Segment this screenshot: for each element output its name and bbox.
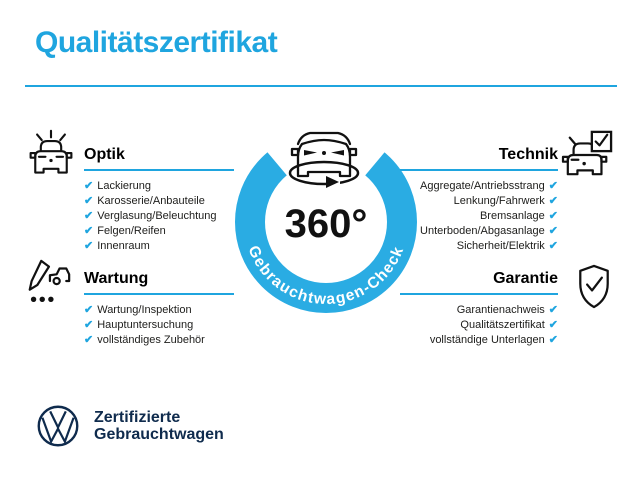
check-icon: ✔ bbox=[548, 180, 558, 192]
section-title-optik: Optik bbox=[84, 146, 125, 163]
check-item-label: Sicherheit/Elektrik bbox=[456, 240, 545, 252]
check-icon: ✔ bbox=[84, 334, 94, 346]
check-item-label: Aggregate/Antriebsstrang bbox=[420, 180, 545, 192]
check-icon: ✔ bbox=[84, 225, 94, 237]
section-title-wartung: Wartung bbox=[84, 270, 149, 287]
section-title-technik: Technik bbox=[498, 146, 558, 163]
ring-label: Gebrauchtwagen-Check bbox=[244, 243, 408, 309]
vw-logo bbox=[36, 404, 80, 448]
check-item bbox=[84, 318, 256, 333]
check-item-label: Bremsanlage bbox=[479, 210, 545, 222]
section-underline bbox=[84, 169, 234, 171]
section-optik bbox=[84, 146, 256, 254]
check-item bbox=[386, 303, 558, 318]
check-item bbox=[84, 209, 256, 224]
check-icon: ✔ bbox=[84, 210, 94, 222]
section-technik bbox=[386, 146, 558, 254]
section-items-wartung bbox=[84, 303, 256, 348]
check-item-label: Innenraum bbox=[97, 240, 150, 252]
page-title: Qualitätszertifikat bbox=[35, 26, 278, 59]
check-item-label: vollständiges Zubehör bbox=[97, 334, 205, 346]
check-item-label: Karosserie/Anbauteile bbox=[97, 195, 205, 207]
shield-check-icon bbox=[575, 263, 613, 310]
section-underline bbox=[400, 169, 558, 171]
check-item bbox=[386, 333, 558, 348]
check-icon: ✔ bbox=[548, 195, 558, 207]
brand-line2: Gebrauchtwagen bbox=[94, 426, 224, 443]
section-garantie bbox=[386, 270, 558, 348]
section-wartung bbox=[84, 270, 256, 348]
degree-label: 360° bbox=[284, 202, 368, 246]
check-item bbox=[84, 303, 256, 318]
service-checklist-icon bbox=[24, 257, 72, 307]
check-icon: ✔ bbox=[84, 240, 94, 252]
car-360-rotate-icon bbox=[274, 127, 376, 189]
check-item-label: Lenkung/Fahrwerk bbox=[453, 195, 545, 207]
section-underline bbox=[400, 293, 558, 295]
check-item-label: Garantienachweis bbox=[456, 304, 545, 316]
check-item bbox=[386, 318, 558, 333]
check-item bbox=[84, 194, 256, 209]
check-item bbox=[84, 224, 256, 239]
check-icon: ✔ bbox=[84, 195, 94, 207]
section-title-garantie: Garantie bbox=[493, 270, 558, 287]
check-icon: ✔ bbox=[84, 180, 94, 192]
check-icon: ✔ bbox=[548, 240, 558, 252]
check-item-label: Qualitätszertifikat bbox=[460, 319, 545, 331]
check-icon: ✔ bbox=[84, 319, 94, 331]
check-item-label: Hauptuntersuchung bbox=[97, 319, 194, 331]
shining-car-icon bbox=[27, 129, 75, 179]
section-underline bbox=[84, 293, 234, 295]
brand-text bbox=[94, 409, 224, 443]
check-item-label: Unterboden/Abgasanlage bbox=[420, 225, 545, 237]
check-icon: ✔ bbox=[548, 304, 558, 316]
car-checkbox-icon bbox=[561, 129, 615, 179]
check-icon: ✔ bbox=[548, 210, 558, 222]
section-items-garantie bbox=[386, 303, 558, 348]
section-items-optik bbox=[84, 179, 256, 254]
brand-footer bbox=[36, 404, 224, 448]
check-item-label: Wartung/Inspektion bbox=[97, 304, 192, 316]
check-icon: ✔ bbox=[548, 334, 558, 346]
check-item bbox=[386, 224, 558, 239]
check-item bbox=[84, 333, 256, 348]
title-divider bbox=[25, 85, 617, 87]
check-item bbox=[386, 239, 558, 254]
check-item bbox=[84, 239, 256, 254]
check-item bbox=[386, 194, 558, 209]
check-item bbox=[386, 179, 558, 194]
check-icon: ✔ bbox=[548, 319, 558, 331]
check-icon: ✔ bbox=[84, 304, 94, 316]
check-icon: ✔ bbox=[548, 225, 558, 237]
section-items-technik bbox=[386, 179, 558, 254]
check-item-label: Lackierung bbox=[97, 180, 152, 192]
check-item-label: Felgen/Reifen bbox=[97, 225, 166, 237]
brand-line1: Zertifizierte bbox=[94, 409, 181, 426]
check-item-label: Verglasung/Beleuchtung bbox=[97, 210, 217, 222]
check-item-label: vollständige Unterlagen bbox=[429, 334, 545, 346]
check-item bbox=[84, 179, 256, 194]
check-item bbox=[386, 209, 558, 224]
